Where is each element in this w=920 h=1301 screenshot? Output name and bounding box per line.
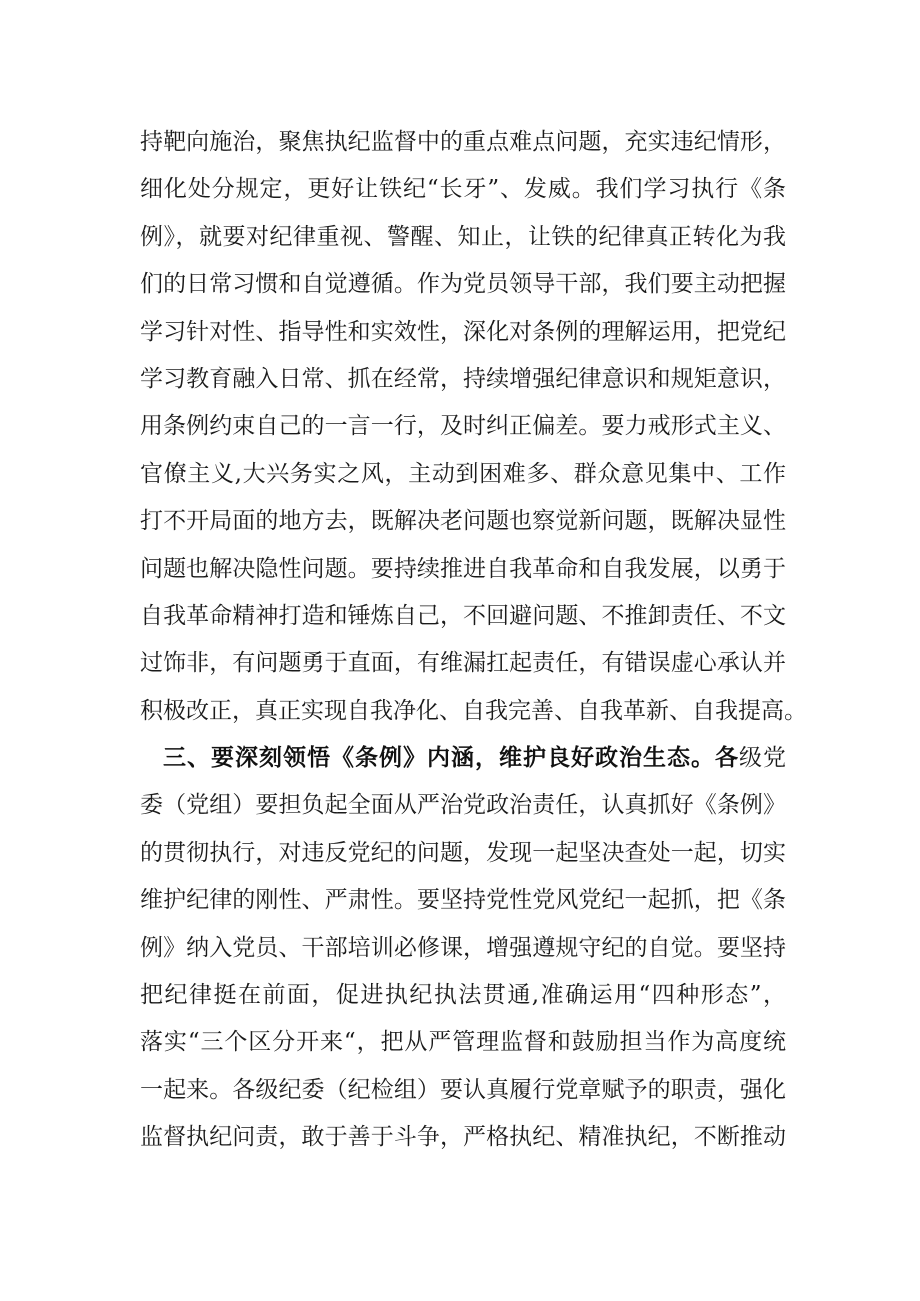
text-line: 持靶向施治，聚焦执纪监督中的重点难点问题，充实违纪情形， (140, 129, 786, 155)
text-line: 一起来。各级纪委（纪检组）要认真履行党章赋予的职责，强化 (140, 1076, 786, 1103)
text-line: 学习针对性、指导性和实效性，深化对条例的理解运用，把党纪 (140, 318, 786, 345)
text-line: 积极改正，真正实现自我净化、自我完善、自我革新、自我提高。 (140, 697, 807, 724)
body-text (140, 119, 807, 1162)
text-line: 落实“三个区分开来“，把从严管理监督和鼓励担当作为高度统 (140, 1029, 786, 1056)
text-line: 把纪律挺在前面，促进执纪执法贯通,准确运用“四种形态”， (140, 982, 786, 1009)
text-line: 细化处分规定，更好让铁纪“长牙”、发威。我们学习执行《条 (140, 176, 786, 203)
text-line: 们的日常习惯和自觉遵循。作为党员领导干部，我们要主动把握 (140, 271, 786, 298)
text-line: 例》纳入党员、干部培训必修课，增强遵规守纪的自觉。要坚持 (140, 934, 786, 961)
text-line: 官僚主义,大兴务实之风，主动到困难多、群众意见集中、工作 (140, 460, 786, 487)
text-line: 维护纪律的刚性、严肃性。要坚持党性党风党纪一起抓，把《条 (140, 887, 786, 914)
text-line: 委（党组）要担负起全面从严治党政治责任，认真抓好《条例》 (140, 792, 786, 819)
section-heading: 三、要深刻领悟《条例》内涵，维护良好政治生态。各 (163, 745, 739, 772)
text-line: 用条例约束自己的一言一行，及时纠正偏差。要力戒形式主义、 (140, 413, 786, 440)
text-line: 监督执纪问责，敢于善于斗争，严格执纪、精准执纪，不断推动 (140, 1124, 786, 1151)
text-line: 学习教育融入日常、抓在经常，持续增强纪律意识和规矩意识， (140, 365, 786, 392)
text-line: 自我革命精神打造和锤炼自己，不回避问题、不推卸责任、不文 (140, 602, 786, 629)
text-line: 问题也解决隐性问题。要持续推进自我革命和自我发展，以勇于 (140, 555, 786, 582)
text-line: 过饰非，有问题勇于直面，有维漏扛起责任，有错误虚心承认并 (140, 650, 786, 677)
text-line: 打不开局面的地方去，既解决老问题也察觉新问题，既解决显性 (140, 508, 786, 535)
text-line: 例》，就要对纪律重视、警醒、知止，让铁的纪律真正转化为我 (140, 223, 786, 250)
section-heading-continuation: 级党 (739, 745, 786, 772)
text-line: 的贯彻执行，对违反党纪的问题，发现一起坚决查处一起，切实 (140, 839, 786, 866)
section-heading-line (140, 735, 786, 782)
